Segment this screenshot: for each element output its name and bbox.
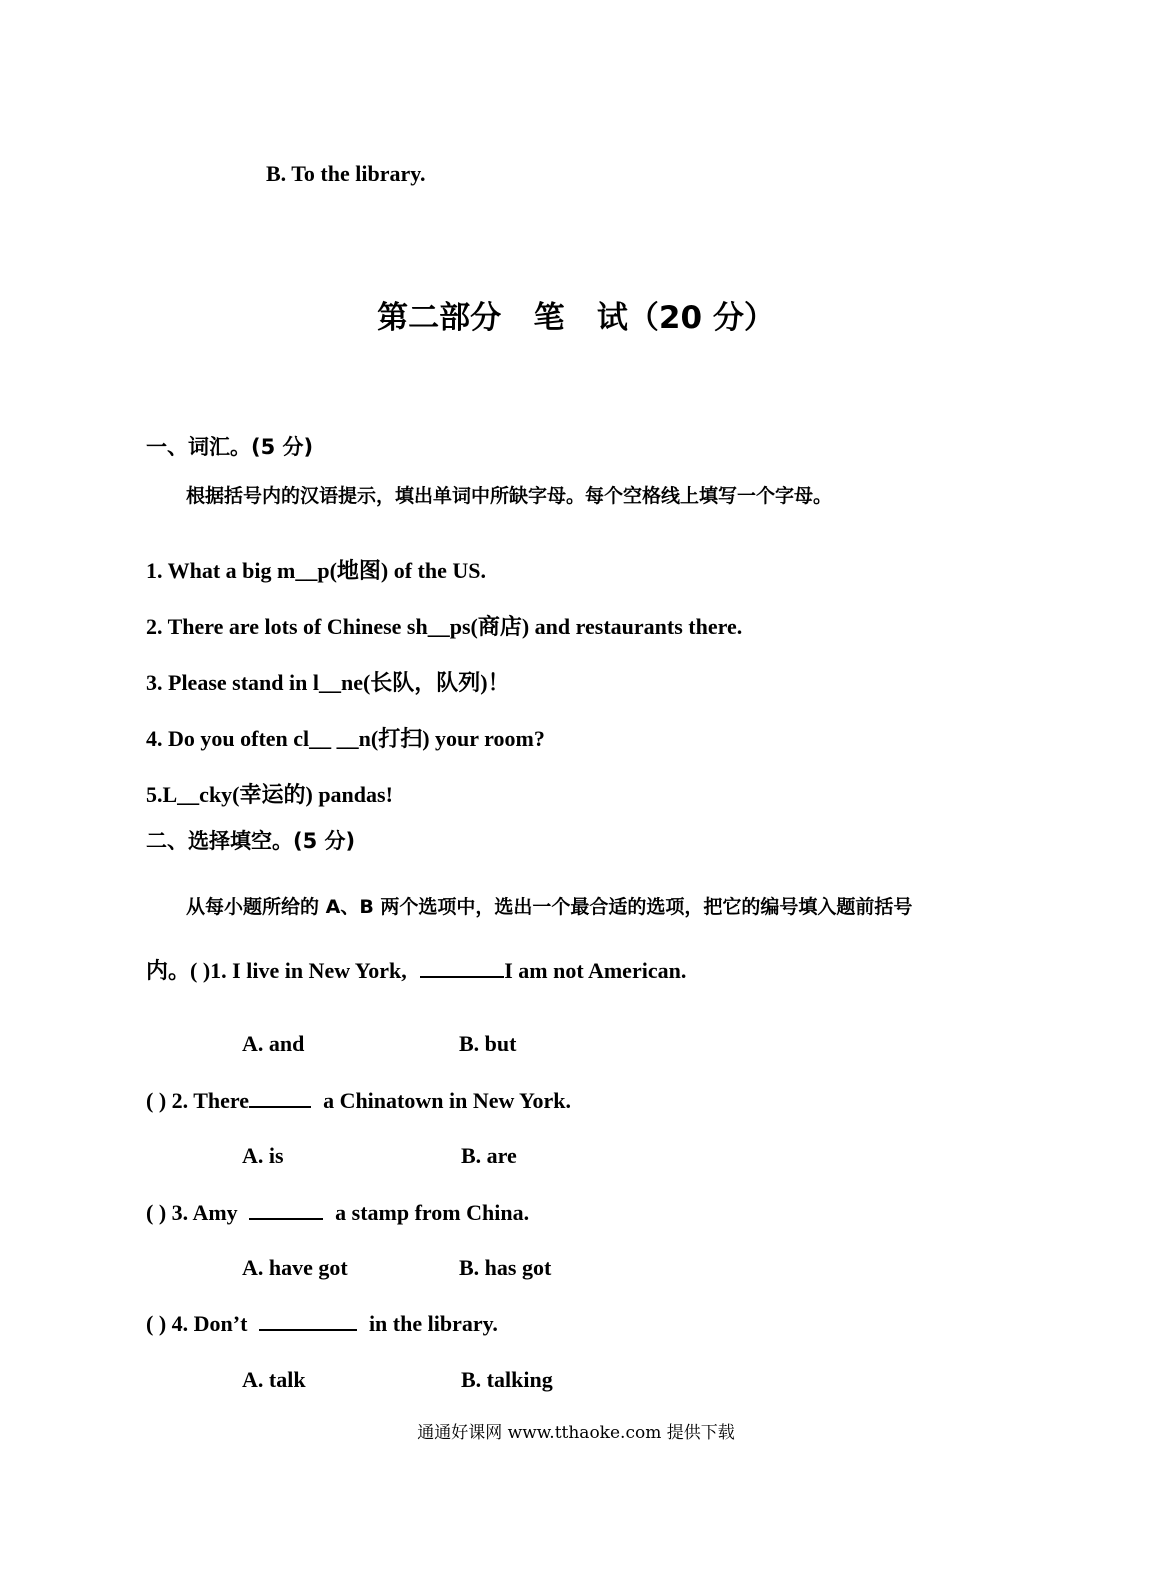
vocab-item-4: 4. Do you often cl__ __n(打扫) your room? [146, 726, 545, 751]
choice-question-1-prefix: 内。( )1. I live in New York, [146, 958, 413, 983]
answer-blank [420, 956, 504, 978]
choice-question-4-option-b: B. talking [461, 1367, 553, 1392]
vocab-item-1-after: p(地图) of the US. [317, 558, 487, 583]
vocab-item-1-before: 1. What a big m [146, 558, 296, 583]
choice-question-2-option-a: A. is [242, 1143, 284, 1168]
choice-question-3-option-b: B. has got [459, 1255, 552, 1280]
answer-blank [259, 1309, 357, 1331]
vocab-item-3: 3. Please stand in l__ne(长队，队列)！ [146, 670, 510, 695]
choice-question-1-option-a: A. and [242, 1031, 305, 1056]
answer-blank [249, 1086, 311, 1108]
section1-instruction: 根据括号内的汉语提示，填出单词中所缺字母。每个空格线上填写一个字母。 [186, 485, 833, 507]
choice-question-4-suffix: in the library. [368, 1311, 498, 1336]
part-title: 第二部分 笔 试（20 分） [377, 300, 775, 336]
vocab-item-5: 5.L__cky(幸运的) pandas! [146, 782, 393, 807]
vocab-item-1 [146, 557, 486, 585]
choice-question-3 [146, 1198, 529, 1227]
choice-question-4-option-a: A. talk [242, 1367, 306, 1392]
answer-blank [249, 1198, 323, 1220]
choice-question-3-option-a: A. have got [242, 1255, 348, 1280]
section2-instruction: 从每小题所给的 A、B 两个选项中，选出一个最合适的选项，把它的编号填入题前括号 [186, 896, 913, 918]
section1-heading: 一、词汇。(5 分) [146, 435, 314, 459]
choice-question-4-prefix: ( ) 4. Don’t [146, 1311, 253, 1336]
choice-question-3-prefix: ( ) 3. Amy [146, 1200, 244, 1225]
choice-question-2-option-b: B. are [461, 1143, 517, 1168]
choice-question-2-suffix: a Chinatown in New York. [323, 1088, 572, 1113]
vocab-item-1-blank: __ [295, 558, 318, 583]
vocab-item-2: 2. There are lots of Chinese sh__ps(商店) and restaurants there. [146, 614, 743, 639]
choice-question-1-option-b: B. but [459, 1031, 517, 1056]
previous-question-option-b: B. To the library. [266, 161, 426, 186]
choice-question-4 [146, 1309, 498, 1338]
choice-question-2 [146, 1086, 571, 1115]
choice-question-3-suffix: a stamp from China. [335, 1200, 530, 1225]
choice-question-2-prefix: ( ) 2. There [146, 1088, 250, 1113]
section2-heading: 二、选择填空。(5 分) [146, 829, 356, 853]
choice-question-1 [146, 956, 686, 985]
page-footer: 通通好课网 www.tthaoke.com 提供下载 [417, 1423, 735, 1443]
choice-question-1-suffix: I am not American. [504, 958, 687, 983]
